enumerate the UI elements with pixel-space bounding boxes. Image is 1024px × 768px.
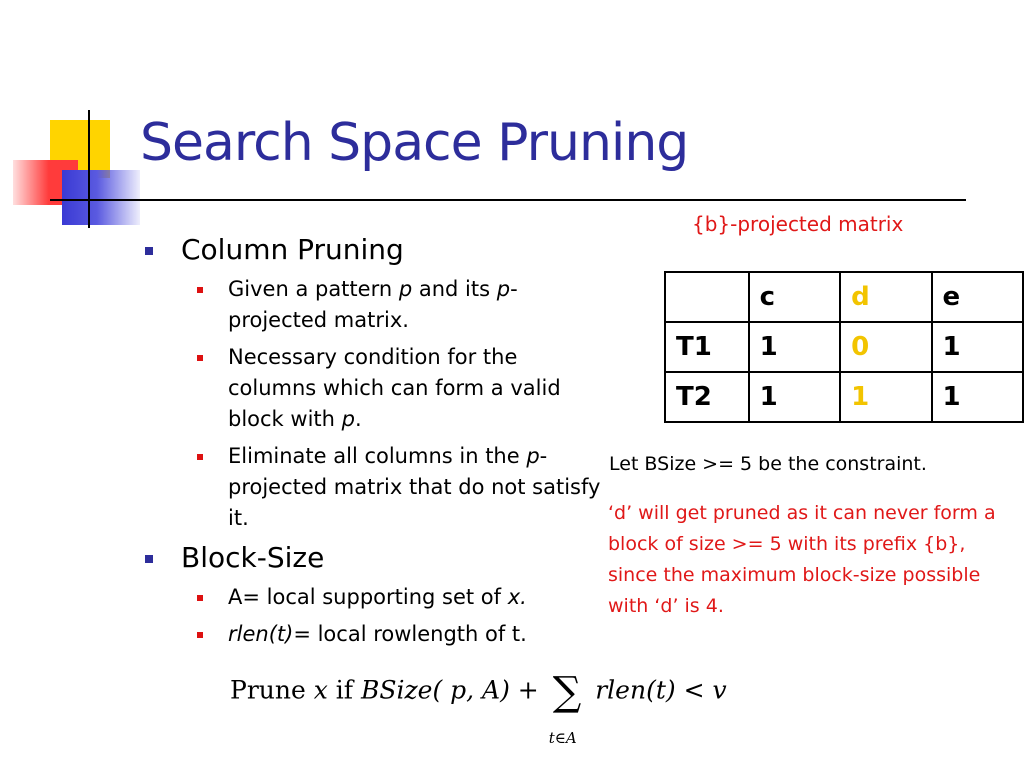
column-header-d: d — [840, 272, 931, 322]
table-corner-cell — [665, 272, 749, 322]
text-run: Necessary condition for the columns which can form a valid block with — [228, 345, 561, 431]
logo-vertical-line — [88, 110, 90, 228]
sub-bullet-text — [228, 622, 527, 646]
bullet-square-icon — [197, 287, 203, 293]
text-run: A= local supporting set of — [228, 585, 508, 609]
sub-bullet — [142, 582, 602, 613]
bullet-square-icon — [197, 632, 203, 638]
title-divider — [50, 199, 966, 201]
formula-rlen: rlen — [595, 675, 647, 705]
sum-subscript: t∈A — [548, 729, 577, 747]
sub-bullet — [142, 342, 602, 435]
bullet-square-icon — [197, 454, 203, 460]
projected-matrix-table — [664, 271, 1024, 423]
bullet-list — [142, 232, 602, 656]
text-run: and its — [412, 277, 497, 301]
formula-rlen-args: (t) < v — [646, 675, 727, 705]
table-row — [665, 322, 1023, 372]
text-run: -projected matrix that do not satisfy it. — [228, 444, 601, 530]
formula-prune: Prune — [230, 675, 314, 705]
row-label: T1 — [665, 322, 749, 372]
formula-args: ( p, A) + — [432, 675, 539, 705]
text-run: . — [354, 407, 362, 431]
bullet-square-icon — [197, 595, 203, 601]
italic-text: p — [341, 407, 355, 431]
table-cell: 0 — [840, 322, 931, 372]
italic-text: p — [398, 277, 413, 301]
formula-bsize: BSize — [360, 675, 433, 705]
sub-bullet — [142, 274, 602, 336]
bullet-label: Block-Size — [181, 541, 325, 574]
table-row — [665, 372, 1023, 422]
matrix-caption: {b}-projected matrix — [692, 212, 904, 236]
formula-var: x — [313, 675, 328, 705]
bullet-square-icon — [197, 355, 203, 361]
sub-bullet-text — [228, 585, 527, 609]
sub-bullet — [142, 441, 602, 534]
bullet-column-pruning — [142, 232, 602, 268]
italic-text: x. — [507, 585, 527, 609]
sub-bullet — [142, 619, 602, 650]
text-run: Eliminate all columns in the — [228, 444, 527, 468]
pruning-formula — [230, 669, 727, 747]
table-cell: 1 — [749, 322, 840, 372]
sub-bullet-text — [228, 444, 600, 530]
sigma-glyph: ∑ — [552, 669, 582, 715]
bullet-square-icon — [145, 555, 153, 563]
column-header-e: e — [932, 272, 1023, 322]
sub-bullet-text — [228, 277, 518, 332]
table-cell: 1 — [932, 322, 1023, 372]
logo-blue-square — [62, 170, 140, 225]
table-header-row — [665, 272, 1023, 322]
bullet-label: Column Pruning — [181, 233, 404, 266]
sum-symbol — [548, 669, 582, 747]
row-label: T2 — [665, 372, 749, 422]
text-run: Given a pattern — [228, 277, 399, 301]
table-cell: 1 — [840, 372, 931, 422]
table-cell: 1 — [932, 372, 1023, 422]
text-run: -projected matrix. — [228, 277, 518, 332]
column-header-c: c — [749, 272, 840, 322]
italic-text: rlen(t) — [228, 622, 294, 646]
pruning-note: ‘d’ will get pruned as it can never form a block of size >= 5 with its prefix {b}, since the maximum block-size possible with ‘d’ is 4. — [608, 502, 996, 617]
text-run: = local rowlength of t. — [293, 622, 527, 646]
sub-bullet-text — [228, 345, 561, 431]
formula-if: if — [327, 675, 361, 705]
bullet-square-icon — [145, 247, 153, 255]
italic-text: p — [496, 277, 511, 301]
table-cell: 1 — [749, 372, 840, 422]
italic-text: p — [526, 444, 540, 468]
bullet-block-size — [142, 540, 602, 576]
slide-title: Search Space Pruning — [140, 113, 689, 173]
constraint-text: Let BSize >= 5 be the constraint. — [609, 453, 927, 475]
